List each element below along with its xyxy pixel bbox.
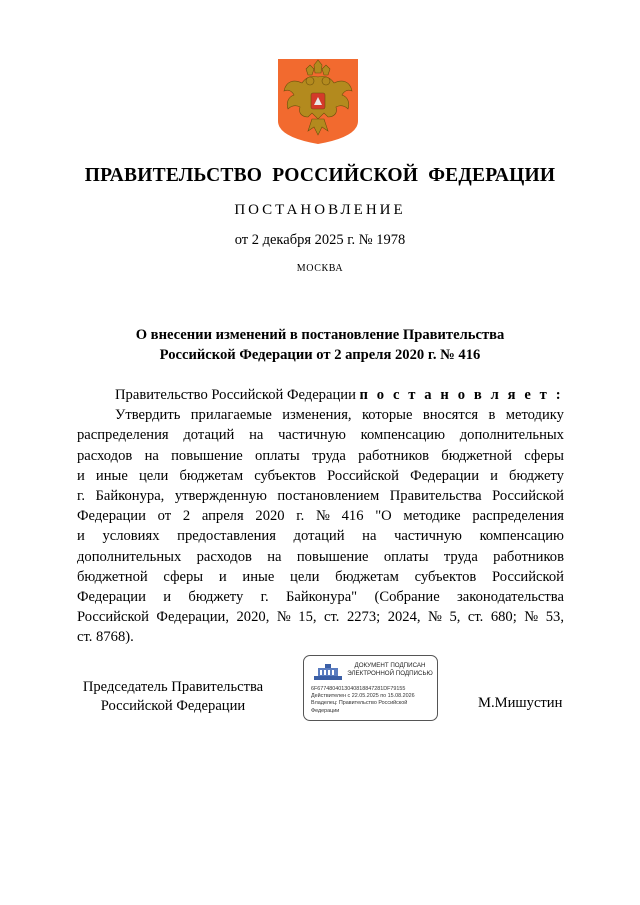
body-word: иные [242, 568, 275, 585]
government-title: ПРАВИТЕЛЬСТВО РОССИЙСКОЙ ФЕДЕРАЦИИ [84, 165, 556, 186]
document-type: ПОСТАНОВЛЕНИЕ [234, 202, 406, 218]
body-word: дополнительных [77, 548, 182, 565]
body-line [77, 486, 564, 506]
body-word: методику [505, 407, 564, 424]
body-word: компенсацию [479, 528, 564, 545]
body-line [77, 607, 564, 627]
body-word: в [488, 407, 496, 424]
body-word: бюджетам [335, 568, 399, 585]
body-word: методике [403, 508, 461, 525]
body-line [77, 405, 564, 425]
body-word: компенсацию [360, 427, 446, 444]
body-word: г. [296, 508, 305, 525]
body-word: труда [443, 548, 478, 565]
body-word: № [524, 609, 539, 626]
body-word: 5, [449, 609, 461, 626]
body-line [77, 425, 564, 445]
body-word: постановлением [277, 487, 380, 504]
decree-body [77, 385, 564, 647]
body-word: на [267, 548, 282, 565]
body-word: Байконура" [285, 588, 358, 605]
body-word: предоставления [177, 528, 276, 545]
coat-of-arms-icon [276, 57, 360, 145]
body-word: расходов [77, 447, 133, 464]
certificate-serial: 6F6774804013040818847281DF79155 [311, 686, 406, 692]
body-word: и [490, 467, 498, 484]
body-word: прилагаемые [190, 407, 272, 424]
stamp-title [346, 662, 434, 678]
body-word: дотаций [183, 427, 235, 444]
electronic-signature-stamp [303, 655, 438, 721]
signer-name: М.Мишустин [478, 695, 563, 711]
body-word: г. [260, 588, 269, 605]
body-word: Правительства [389, 487, 482, 504]
body-word: субъектов [254, 467, 316, 484]
body-word: от [157, 508, 172, 525]
city: МОСКВА [296, 263, 344, 274]
body-word: 15, [298, 609, 317, 626]
body-word: ст. [324, 609, 340, 626]
body-line [77, 506, 564, 526]
body-line [77, 547, 564, 567]
body-word: субъектов [414, 568, 477, 585]
body-word: 2020, [236, 609, 270, 626]
body-word: распределения [472, 508, 564, 525]
body-word: г. [77, 487, 85, 504]
body-word: оплаты [255, 447, 300, 464]
signer-position [78, 678, 268, 716]
body-word: на [144, 447, 159, 464]
body-word: на [362, 528, 377, 545]
body-line-text: ст. 8768). [77, 629, 134, 646]
signer-position-line: Российской Федерации [100, 698, 246, 714]
body-word: Федерации [410, 467, 480, 484]
body-word: и [77, 528, 85, 545]
body-line [77, 446, 564, 466]
body-word: 2 [182, 508, 191, 525]
body-word: Российской [492, 487, 564, 504]
body-line [77, 567, 564, 587]
body-word: Утвердить [115, 407, 181, 424]
certificate-validity: Действителен с 22.05.2025 по 15.08.2026 [311, 693, 415, 700]
body-word: цели [138, 467, 169, 484]
body-word: 53, [545, 609, 564, 626]
body-word: сферы [163, 568, 204, 585]
body-line [77, 627, 564, 647]
body-word: вносятся [422, 407, 479, 424]
body-word: Федерации [77, 508, 146, 525]
signer-position-line: Председатель Правительства [82, 679, 264, 695]
body-word: № [428, 609, 442, 626]
body-word: "О [375, 508, 392, 525]
body-word: иные [95, 467, 128, 484]
stamp-details [311, 686, 435, 715]
body-word: Российской [327, 467, 399, 484]
body-paragraph [77, 405, 564, 627]
body-word: законодательства [457, 588, 564, 605]
body-word: (Собрание [374, 588, 440, 605]
body-word: дотаций [293, 528, 345, 545]
document-subject [0, 325, 640, 365]
stamp-title-line: ЭЛЕКТРОННОЙ ПОДПИСЬЮ [347, 670, 433, 677]
body-word: Федерации, [156, 609, 229, 626]
body-word: № [276, 609, 291, 626]
body-word: Федерации [77, 588, 146, 605]
decree-word: п о с т а н о в л я е т : [359, 387, 564, 403]
body-word: цели [290, 568, 320, 585]
body-word: условиях [102, 528, 160, 545]
certificate-owner: Федерации [311, 707, 340, 714]
body-word: 2020 [255, 508, 285, 525]
lead-text: Правительство Российской Федерации [115, 387, 356, 403]
body-word: оплаты [383, 548, 429, 565]
subject-line: О внесении изменений в постановление Правительства [135, 327, 505, 343]
document-number: от 2 декабря 2025 г. № 1978 [234, 232, 406, 248]
body-line [77, 466, 564, 486]
body-word: апреля [201, 508, 244, 525]
body-word: бюджетной [441, 447, 512, 464]
body-line [77, 587, 564, 607]
body-word: частичную [278, 427, 346, 444]
body-word: частичную [394, 528, 462, 545]
body-word: которые [361, 407, 413, 424]
subject-line: Российской Федерации от 2 апреля 2020 г. № 416 [159, 347, 481, 363]
body-word: дополнительных [459, 427, 564, 444]
body-word: № [315, 508, 330, 525]
body-word: ст. [467, 609, 484, 626]
body-word: утвержденную [174, 487, 267, 504]
body-word: 416 [341, 508, 364, 525]
body-word: работников [493, 548, 564, 565]
body-word: изменения, [282, 407, 352, 424]
body-word: сферы [524, 447, 564, 464]
body-word: повышение [296, 548, 369, 565]
body-word: и [77, 467, 85, 484]
body-word: и [218, 568, 227, 585]
government-building-icon [313, 662, 343, 682]
body-word: повышение [171, 447, 243, 464]
body-line [77, 526, 564, 546]
body-word: на [249, 427, 264, 444]
body-word: бюджетной [77, 568, 148, 585]
body-word: Байконура, [95, 487, 165, 504]
body-word: работников [358, 447, 430, 464]
body-word: и [163, 588, 172, 605]
body-word: распределения [77, 427, 169, 444]
body-word: 680; [490, 609, 517, 626]
body-word: бюджету [188, 588, 244, 605]
certificate-owner: Владелец: Правительство Российской [311, 700, 408, 707]
body-word: 2024, [387, 609, 421, 626]
stamp-title-line: ДОКУМЕНТ ПОДПИСАН [354, 662, 426, 669]
body-word: бюджетам [179, 467, 244, 484]
body-word: Российской [77, 609, 149, 626]
body-word: Российской [492, 568, 564, 585]
body-word: 2273; [346, 609, 381, 626]
decree-lead [77, 385, 564, 405]
body-word: бюджету [509, 467, 564, 484]
body-word: труда [311, 447, 346, 464]
body-word: расходов [196, 548, 252, 565]
